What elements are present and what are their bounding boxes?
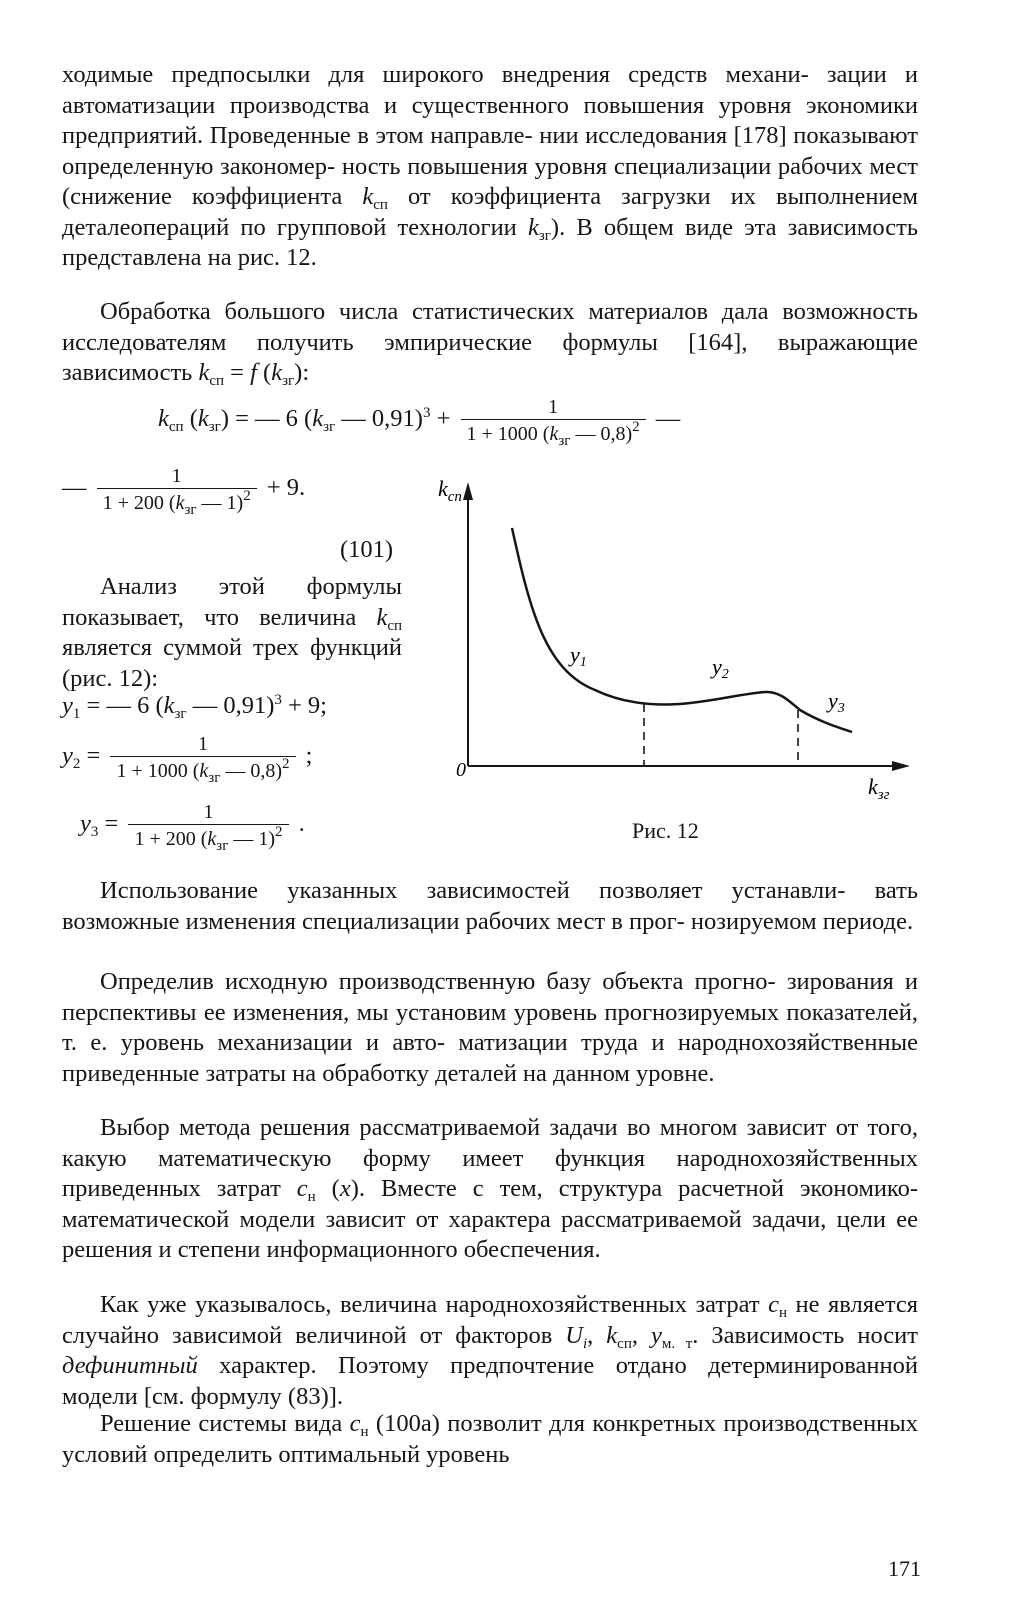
formula-number: (101) <box>340 536 394 563</box>
origin-label: 0 <box>456 759 466 781</box>
page-number: 171 <box>888 1556 921 1581</box>
y3-formula: $y_3$ = $\frac{1}{1 + 200 (k_{зг} — 1)^2}$ . <box>80 801 305 854</box>
x-axis-arrow <box>892 761 910 771</box>
figure-caption: Рис. 12 <box>632 818 699 843</box>
paragraph-2: Обработка большого числа статистических материалов дала возможность исследователям получить эмпирические формулы [164], выражающие зависимость $k_{сп} = f$ $(k_{зг})$: <box>62 298 918 389</box>
figure-12 <box>420 470 920 810</box>
y-axis-arrow <box>463 482 473 500</box>
fraction-y2: $\frac{1}{1 + 1000 (k_{зг} — 0,8)^2}$ <box>461 395 646 446</box>
label-y3: y3 <box>828 688 845 716</box>
fraction-y3: $\frac{1}{1 + 200 (k_{зг} — 1)^2}$ <box>97 464 257 515</box>
formula-101-line1: $k_{сп}$ $(k_{зг})$ = — 6 ($k_{зг}$ — 0,91)$^3$ + $\frac{1}{1 + 1000 (k_{зг} — 0,8)^2}$ — <box>158 396 681 449</box>
label-y2: y2 <box>712 654 729 682</box>
paragraph-4: Определив исходную производственную базу объекта прогно- зирования и перспективы ее изменения, мы установим уровень прогнозируемых показателей, т. е. уровень механизации и авто- матизации труда и народнохозяйственные приведенные затраты на обработку деталей на данном уровне. <box>62 968 918 1087</box>
curve-kcp <box>512 528 852 732</box>
formula-101-line2: — $\frac{1}{1 + 200 (k_{зг} — 1)^2}$ + 9. <box>62 465 306 518</box>
paragraph-3: Использование указанных зависимостей позволяет устанавли- вать возможные изменения специализации рабочих мест в прог- нозируемом периоде. <box>62 877 918 935</box>
paragraph-6: Как уже указывалось, величина народнохозяйственных затрат $с_н$ не является случайно зависимой величиной от факторов $U_i$, $k_{сп}$, $y_{м. т}$. Зависимость носит дефинитный характер. Поэтому предпочтение отдано детерминированной модели [см. формулу (83)]. <box>62 1291 918 1410</box>
paragraph-1: ходимые предпосылки для широкого внедрения средств механи- зации и автоматизации производства и существенного повышения уровня экономики предприятий. Проведенные в этом направле- нии исследования [178] показывают определенную закономер- ность повышения уровня специализации рабочих мест (снижение коэффициента $k_{сп}$ от коэффициента загрузки их выполнением деталеопераций по групповой технологии $k_{зг}$). В общем виде эта зависимость представлена на рис. 12. <box>62 61 918 271</box>
paragraph-5: Выбор метода решения рассматриваемой задачи во многом зависит от того, какую математическую форму имеет функция народнохозяйственных приведенных затрат $с_н$ (x). Вместе с тем, структура расчетной экономико-математической модели зависит от характера рассматриваемой задачи, цели ее решения и степени информационного обеспечения. <box>62 1114 918 1263</box>
y1-formula: $y_1$ = — 6 ($k_{зг}$ — 0,91)$^3$ + 9; <box>62 692 327 722</box>
x-axis-label: $k_{зг}$ <box>868 774 890 803</box>
y2-formula: $y_2$ = $\frac{1}{1 + 1000 (k_{зг} — 0,8)^2}$ ; <box>62 733 313 786</box>
paragraph-7: Решение системы вида $с_н$ (100а) позволит для конкретных производственных условий определить оптимальный уровень <box>62 1410 918 1468</box>
analysis-text: Анализ этой формулы показывает, что величина $k_{сп}$ является суммой трех функций (рис. 12): <box>62 573 403 692</box>
y-axis-label: $k_{сп}$ <box>438 476 462 505</box>
label-y1: y1 <box>570 642 587 670</box>
